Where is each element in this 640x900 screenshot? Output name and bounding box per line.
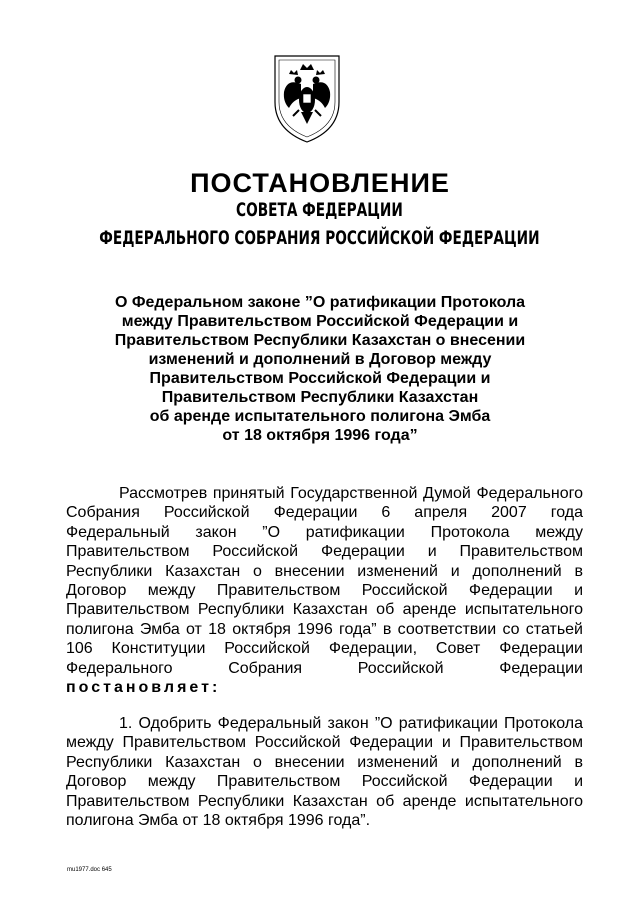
- law-title-line: об аренде испытательного полигона Эмба: [149, 408, 491, 425]
- document-type-title: ПОСТАНОВЛЕНИЕ: [190, 168, 450, 198]
- law-title: [100, 293, 540, 445]
- law-title-line: между Правительством Российской Федерации и: [121, 313, 519, 330]
- text-line: полигона Эмба от 18 октября 1996 года” в соответствии со статьей: [66, 620, 583, 638]
- text-line: Правительством Республики Казахстан об аренде испытательного: [66, 792, 583, 810]
- text-line: Рассмотрев принятый Государственной Думой Федерального: [119, 485, 583, 502]
- law-title-line: Правительством Российской Федерации и: [149, 370, 491, 387]
- resolves-word: постановляет:: [66, 679, 221, 697]
- text-line: полигона Эмба от 18 октября 1996 года”.: [66, 812, 371, 830]
- item-1-paragraph: [66, 714, 583, 830]
- text-line: 106 Конституции Российской Федерации, Совет Федерации: [66, 640, 583, 658]
- text-line: 1. Одобрить Федеральный закон ”О ратификации Протокола: [119, 715, 583, 732]
- law-title-line: Правительством Республики Казахстан: [161, 389, 479, 406]
- text-line: Федерального Собрания Российской Федерации: [66, 659, 583, 677]
- text-line: Договор между Правительством Российской Федерации и: [66, 773, 583, 791]
- coat-of-arms-icon: [271, 50, 343, 145]
- preamble-paragraph: [66, 484, 583, 697]
- file-reference: mu1977.doc 645: [67, 867, 112, 873]
- law-title-line: изменений и дополнений в Договор между: [148, 351, 492, 368]
- issuer-line-1: СОВЕТА ФЕДЕРАЦИИ: [236, 199, 403, 221]
- text-line: Республики Казахстан о внесении изменений и дополнений в: [66, 562, 583, 580]
- text-line: Правительством Российской Федерации и Правительством: [66, 543, 583, 561]
- text-line: Договор между Правительством Российской Федерации и: [66, 582, 583, 600]
- text-line: Республики Казахстан о внесении изменений и дополнений в: [66, 753, 583, 771]
- text-line: Правительством Республики Казахстан об аренде испытательного: [66, 601, 583, 619]
- text-line: между Правительством Российской Федерации и Правительством: [66, 734, 583, 752]
- law-title-line: Правительством Республики Казахстан о внесении: [114, 332, 526, 349]
- law-title-line: от 18 октября 1996 года”: [222, 427, 418, 444]
- text-line: Федеральный закон ”О ратификации Протокола между: [66, 523, 583, 541]
- text-line: Собрания Российской Федерации 6 апреля 2007 года: [66, 504, 583, 522]
- law-title-line: О Федеральном законе ”О ратификации Протокола: [114, 294, 526, 311]
- issuer-line-2: ФЕДЕРАЛЬНОГО СОБРАНИЯ РОССИЙСКОЙ ФЕДЕРАЦИИ: [99, 227, 540, 249]
